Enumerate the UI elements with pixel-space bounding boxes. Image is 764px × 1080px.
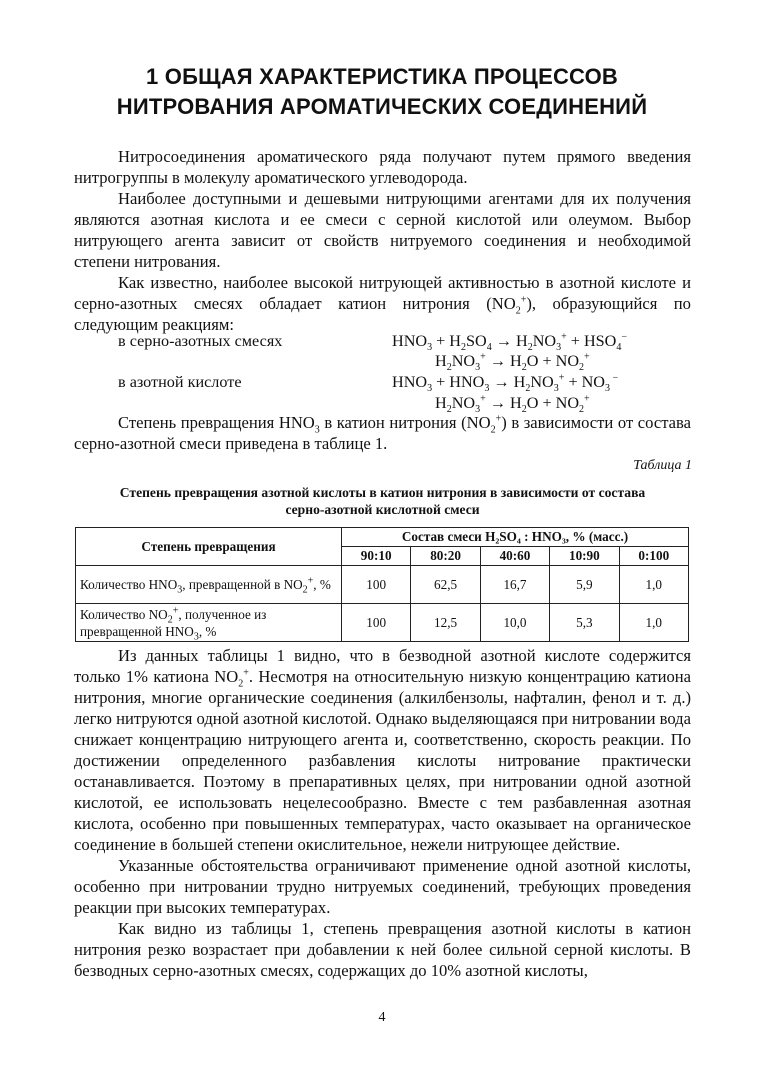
reaction-equation-4: $H_2NO_3^+ \to H_2O + NO_2^+$ [435, 393, 590, 416]
reaction-label-nitric: в азотной кислоте [118, 373, 242, 391]
intro-paragraph-3: Как известно, наиболее высокой нитрующей активностью в азотной кислоте и серно-азотных смесях обладает катион нитрония $(NO_2^+)$, образующийся по следующим реакциям: [74, 273, 691, 334]
ratio-header: 0:100 [619, 547, 688, 566]
table-cell: 100 [342, 566, 411, 604]
intro-text [74, 146, 691, 335]
intro-paragraph-2: Наиболее доступными и дешевыми нитрующими агентами для их получения являются азотная кислота и ее смеси с серной кислотой или олеумом. Выбор нитрующего агента зависит от свойств нитруемого соединения и необходимой степени нитрования. [74, 189, 691, 271]
row-label: Количество $NO_2^+$, полученное из превращенной $HNO_3$, % [76, 604, 342, 642]
table-title: Степень превращения азотной кислоты в катион нитрония в зависимости от состава серно-азотной кислотной смеси [119, 485, 646, 517]
table-caption: Таблица 1 [633, 458, 692, 473]
table-row [76, 604, 689, 642]
table-cell: 12,5 [411, 604, 480, 642]
conversion-text [74, 412, 691, 454]
reaction-label-sulfuric: в серно-азотных смесях [118, 332, 283, 350]
conversion-paragraph: Степень превращения $HNO_3$ в катион нитрония $(NO_2^+)$ в зависимости от состава серно-азотной смеси приведена в таблице 1. [74, 413, 691, 453]
table-cell: 62,5 [411, 566, 480, 604]
page-number: 4 [378, 1010, 386, 1025]
reaction-equation-1: $HNO_3 + H_2SO_4 \to H_2NO_3^+ + HSO_4^-$ [392, 331, 627, 354]
table-col-header: Степень превращения [76, 528, 342, 566]
table-cell: 10,0 [480, 604, 549, 642]
table-header-row [76, 528, 689, 547]
ratio-header: 90:10 [342, 547, 411, 566]
conversion-table [75, 527, 689, 642]
table-cell: 5,9 [550, 566, 619, 604]
body-paragraph-1: Из данных таблицы 1 видно, что в безводной азотной кислоте содержится только 1% катиона $NO_2^+$. Несмотря на относительную низкую концентрацию катиона нитрония, многие органические соединения (алкилбензолы, нафталин, фенол и т. д.) легко нитруются одной азотной кислотой. Однако выделяющаяся при нитровании вода снижает концентрацию нитрующего агента и, соответственно, скорость реакции. По достижении определенного разбавления кислоты нитрование практически останавливается. Поэтому в препаративных целях, при нитровании одной азотной кислотой, ее использовать нецелесообразно. Вместе с тем разбавленная азотная кислота, особенно при повышенных температурах, часто оказывает на органическое соединение в большей степени окислительное, нежели нитрующее действие. [74, 646, 691, 854]
table-cell: 5,3 [550, 604, 619, 642]
ratio-header: 80:20 [411, 547, 480, 566]
ratio-header: 10:90 [550, 547, 619, 566]
table-group-header: Состав смеси H₂SO₄ : HNO₃, % (масс.) [342, 528, 689, 547]
chapter-title [70, 62, 694, 122]
ratio-header: 40:60 [480, 547, 549, 566]
intro-paragraph-1: Нитросоединения ароматического ряда получают путем прямого введения нитрогруппы в молекулу ароматического углеводорода. [74, 147, 691, 187]
row-label: Количество $HNO_3$, превращенной в $NO_2^+$, % [76, 566, 342, 604]
reaction-equation-2: $H_2NO_3^+ \to H_2O + NO_2^+$ [435, 351, 590, 374]
table-cell: 1,0 [619, 604, 688, 642]
body-text [74, 645, 691, 981]
table-cell: 1,0 [619, 566, 688, 604]
table-row [76, 566, 689, 604]
body-paragraph-3: Как видно из таблицы 1, степень превращения азотной кислоты в катион нитрония резко возрастает при добавлении к ней более сильной серной кислоты. В безводных серно-азотных смесях, содержащих до 10% азотной кислоты, [74, 919, 691, 980]
chapter-title-line-2: НИТРОВАНИЯ АРОМАТИЧЕСКИХ СОЕДИНЕНИЙ [116, 94, 648, 119]
table-cell: 100 [342, 604, 411, 642]
table-cell: 16,7 [480, 566, 549, 604]
reaction-equation-3: $HNO_3 + HNO_3 \to H_2NO_3^+ + NO_3$ − [392, 372, 619, 395]
body-paragraph-2: Указанные обстоятельства ограничивают применение одной азотной кислоты, особенно при нитровании трудно нитруемых соединений, требующих проведения реакции при высоких температурах. [74, 856, 691, 917]
chapter-title-line-1: 1 ОБЩАЯ ХАРАКТЕРИСТИКА ПРОЦЕССОВ [146, 64, 618, 89]
